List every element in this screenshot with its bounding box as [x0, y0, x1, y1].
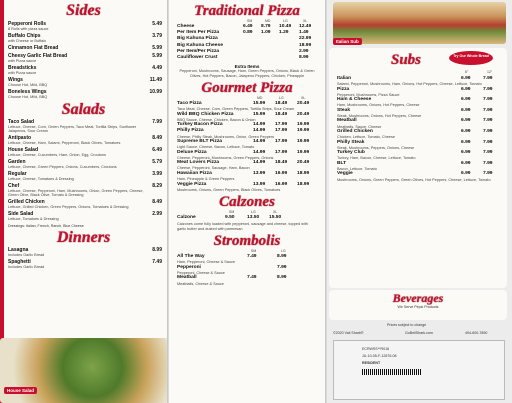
item-description: Steak, Mushrooms, Peppers, Onions, Cheese — [337, 145, 415, 150]
item-price: 10.49 — [279, 24, 292, 29]
calzone-list — [177, 215, 325, 221]
item-description: Mushrooms, Onions, Green Peppers, Green Olives, Hot Peppers, Cheese, Lettuce, Tomato — [337, 177, 491, 182]
gourmet-pizza-item — [177, 112, 325, 118]
item-price: 5.49 — [152, 21, 162, 27]
sub-item — [337, 97, 505, 103]
item-price: 5.79 — [152, 159, 162, 165]
item-name: All The Way — [177, 254, 205, 260]
item-description: with Pizza sauce — [8, 58, 37, 63]
salad-item — [8, 148, 165, 157]
size-header: LG — [283, 19, 288, 23]
item-price: 7.99 — [483, 139, 493, 145]
item-name: Wings — [8, 76, 23, 83]
copyright-text: ©2020 Vail Shark® — [333, 331, 364, 335]
size-header: LG — [281, 249, 286, 254]
salad-item — [8, 212, 165, 221]
sub-item — [337, 171, 505, 177]
salad-item — [8, 160, 165, 169]
sides-heading: Sides — [66, 2, 101, 19]
item-price: 17.99 — [275, 128, 288, 134]
gourmet-pizza-heading: Gourmet Pizza — [201, 80, 293, 97]
item-description: Taco Meat, Cheese, Corn, Green Peppers, Tortilla Strips, Sour Cream — [177, 107, 295, 112]
item-name: Hawaiian Pizza — [177, 170, 212, 176]
item-price: 22.99 — [299, 36, 312, 42]
item-price: 13.99 — [253, 170, 266, 176]
item-name: Wild BBQ Chicken Pizza — [177, 111, 234, 117]
calzone-item — [177, 215, 325, 221]
size-header: XL — [303, 19, 308, 23]
item-price: 7.99 — [483, 150, 493, 156]
salad-item — [8, 172, 165, 181]
item-description: Salami, Pepperoni, Mushrooms, Ham, Onions, Hot Peppers, Cheese, Lettuce, Tomato — [337, 82, 482, 87]
sub-item — [337, 108, 505, 114]
item-price: 8.79 — [261, 24, 271, 29]
item-name: Meatball — [337, 118, 357, 124]
size-header: SM — [251, 249, 257, 254]
item-price: 14.99 — [253, 122, 266, 128]
item-price: 2.99 — [299, 48, 309, 54]
item-price: 18.99 — [299, 42, 312, 48]
gourmet-pizza-item — [177, 128, 325, 134]
item-price: 18.49 — [275, 111, 288, 117]
item-name: Cheese — [177, 24, 195, 29]
item-price: 7.49 — [247, 254, 257, 260]
item-price: 6.99 — [461, 97, 471, 103]
item-name: Antipasto — [8, 135, 32, 141]
side-item — [8, 34, 165, 43]
item-name: Per Item Per Pizza — [177, 30, 220, 36]
item-description: Meatballs, Cheese & Sauce — [177, 281, 224, 286]
item-price: 5.99 — [152, 45, 162, 51]
sub-item — [337, 161, 505, 167]
size-header: SM — [247, 19, 253, 23]
item-price: 15.99 — [253, 111, 266, 117]
item-price: 6.99 — [461, 150, 471, 156]
item-description: Lettuce, Cheese, Cucumbers, Ham, Onion, Egg, Croutons — [8, 153, 106, 157]
subs-list — [337, 76, 505, 182]
item-price: 6.99 — [461, 76, 471, 81]
dinners-list — [0, 248, 167, 269]
item-price: 8.99 — [277, 254, 287, 260]
salad-item — [8, 120, 165, 134]
item-price: 8.29 — [152, 183, 162, 189]
item-name: Philly Steak — [337, 139, 365, 145]
item-price: 20.49 — [297, 101, 310, 107]
item-name: Pepperoni Rolls — [8, 21, 47, 27]
item-price: 6.49 — [243, 24, 253, 29]
item-description: Cheese, Pepperoni, Mushrooms, Green Peppers, Onions — [177, 155, 274, 160]
extra-items-heading: Extra Items — [234, 64, 260, 70]
menu-panel-sides-salads — [0, 0, 168, 403]
item-price: 7.99 — [483, 171, 493, 177]
item-price: 8.49 — [152, 135, 162, 141]
item-price: 9.50 — [225, 215, 235, 221]
house-salad-tag: House Salad — [4, 387, 37, 394]
traditional-pizza-list — [177, 24, 325, 61]
side-item — [8, 46, 165, 51]
beverages-note: We Serve Pepsi Products — [397, 305, 439, 309]
side-item — [8, 54, 165, 63]
item-description: Lettuce, Cheese, Corn, Green Peppers, Taco Meat, Tortilla Strips, Sunflower Jalapenos, Sour Cream — [8, 124, 137, 133]
item-price: 6.99 — [461, 107, 471, 113]
item-name: Veggie — [337, 171, 353, 177]
sub-item — [337, 87, 505, 93]
item-name: Buffalo Chips — [8, 33, 41, 39]
item-description: BBQ Sauce, Cheese, Chicken, Bacon & Onion — [177, 117, 256, 122]
item-price: 6.99 — [461, 118, 471, 124]
item-price: 7.99 — [483, 160, 493, 166]
item-price: 17.99 — [275, 149, 288, 155]
item-price: 6.99 — [461, 86, 471, 92]
item-name: Lasagna — [8, 247, 29, 254]
item-price: 6.99 — [461, 129, 471, 135]
item-price: 7.99 — [483, 86, 493, 92]
item-price: 7.99 — [483, 129, 493, 135]
calzones-heading: Calzones — [219, 194, 275, 211]
sub-item — [337, 118, 505, 124]
item-price: 11.49 — [149, 76, 162, 83]
item-price: 8.99 — [152, 247, 162, 254]
item-name: Big Kahuna Pizza — [177, 36, 218, 42]
item-price: 19.99 — [297, 149, 310, 155]
item-price: 14.99 — [253, 160, 266, 166]
item-price: 14.99 — [253, 128, 266, 134]
item-name: Chef — [8, 183, 20, 189]
item-name: Pepperoni — [177, 264, 201, 270]
stromboli-item — [177, 265, 325, 271]
size-header: 6" — [465, 70, 469, 74]
menu-panel-pizza — [169, 0, 326, 403]
beverages-card — [329, 290, 507, 320]
strombolis-heading: Strombolis — [213, 233, 281, 250]
item-price: 7.99 — [483, 118, 493, 124]
item-name: BLT — [337, 160, 347, 166]
item-price: 1.09 — [261, 30, 271, 36]
item-name: Grilled Chicken — [8, 199, 45, 206]
subs-size-headers — [337, 70, 507, 75]
salad-item — [8, 184, 165, 198]
item-price: 14.99 — [253, 149, 266, 155]
item-price: 17.99 — [275, 139, 288, 145]
item-description: Lettuce, Cheese, Ham, Salami, Pepperoni, Black Olives, Tomatoes — [8, 141, 121, 145]
item-description: Cheese, Pepperoni, Sausage, Ham, Bacon — [177, 166, 250, 171]
item-price: 2.99 — [152, 211, 162, 218]
beverages-heading: Beverages — [392, 291, 444, 305]
item-description: with Cheese or Buffalo — [8, 39, 47, 43]
item-name: Veggie Pizza — [177, 181, 207, 187]
item-price: 7.99 — [483, 76, 493, 81]
item-description: Turkey, Ham, Bacon, Cheese, Lettuce, Tomato — [337, 156, 416, 161]
phone-number: 494-600-7890 — [465, 331, 488, 335]
item-price: 16.99 — [275, 181, 288, 187]
prices-note: Prices subject to change — [387, 323, 427, 327]
gourmet-pizza-item — [177, 139, 325, 145]
item-description: with Pizza sauce — [8, 70, 37, 75]
item-price: 7.99 — [277, 264, 287, 270]
item-price: 0.89 — [243, 30, 253, 36]
item-price: 8.49 — [152, 199, 162, 206]
item-name: Breadsticks — [8, 64, 37, 71]
size-header: MD — [265, 19, 271, 23]
item-price: 3.79 — [152, 33, 162, 39]
item-price: 18.99 — [297, 181, 310, 187]
item-price: 3.99 — [152, 171, 162, 177]
size-header: LG — [279, 96, 284, 101]
item-name: Grilled Chicken — [337, 129, 373, 135]
item-description: Bacon, Lettuce, Tomato — [337, 167, 377, 172]
item-name: Cinnamon Flat Bread — [8, 45, 59, 51]
side-item — [8, 78, 165, 87]
item-price: 13.50 — [247, 215, 260, 221]
salads-list — [0, 120, 167, 222]
item-name: Turkey Bacon Pizza — [177, 122, 223, 128]
item-name: Taco Salad — [8, 118, 35, 125]
item-name: Meatball — [177, 275, 197, 281]
sub-item — [337, 150, 505, 156]
item-price: 1.29 — [279, 30, 289, 36]
item-description: Pepperoni, Mushrooms, Pizza Sauce — [337, 92, 400, 97]
dinner-item — [8, 260, 165, 269]
traditional-pizza-heading: Traditional Pizza — [194, 3, 300, 19]
calzone-description: Calzones come fully loaded with pepperoni, sausage and cheese, topped with garlic butter and dusted with parmesan — [177, 222, 308, 231]
sub-item — [337, 129, 505, 135]
item-name: Steak — [337, 107, 351, 113]
item-description: Pepperoni, Cheese & Sauce — [177, 270, 225, 275]
item-name: House Salad — [8, 147, 39, 153]
item-price: 18.49 — [275, 101, 288, 107]
item-description: Choose Hot, Mild, BBQ — [8, 82, 48, 87]
item-description: Lettuce, Cheese, Tomatoes & Dressing — [8, 177, 74, 181]
item-price: 19.99 — [297, 122, 310, 128]
item-description: Lettuce, Grilled Chicken, Green Peppers, Onions, Tomatoes & Dressing — [8, 205, 129, 210]
salad-item — [8, 200, 165, 209]
dinners-heading: Dinners — [56, 229, 111, 247]
item-price: 7.99 — [483, 107, 493, 113]
item-description: Mushrooms, Onions, Green Peppers, Black Olives, Tomatoes — [177, 187, 281, 192]
item-description: Ham, Mushrooms, Onions, Hot Peppers, Cheese — [337, 103, 420, 108]
item-price: 5.99 — [152, 52, 162, 59]
item-name: Meat Lovers Pizza — [177, 160, 220, 166]
item-name: Italian — [337, 76, 352, 81]
item-price: 4.49 — [152, 64, 162, 71]
item-price: 10.99 — [149, 88, 162, 95]
mail-code: ECRWSS**R016 — [362, 347, 390, 351]
mail-resident: RESIDENT — [362, 361, 381, 365]
size-header: MD — [257, 96, 263, 101]
item-name: Ham & Cheese — [337, 97, 372, 103]
size-header: XL — [273, 210, 278, 215]
gourmet-pizza-item — [177, 101, 325, 107]
size-header: 12" — [487, 70, 493, 74]
item-description: Steak, Mushrooms, Onions, Hot Peppers, Cheese — [337, 114, 422, 119]
item-price: 18.99 — [297, 170, 310, 176]
item-price: 19.99 — [297, 128, 310, 134]
item-price: 6.99 — [461, 139, 471, 145]
item-description: Cheese, Philly Steak, Mushrooms, Onion, Green Peppers — [177, 134, 275, 139]
item-price: 7.49 — [247, 275, 257, 281]
item-price: 7.99 — [483, 97, 493, 103]
item-name: Big Kahuna Cheese — [177, 42, 223, 48]
gourmet-pizza-item — [177, 171, 325, 177]
dinner-item — [8, 248, 165, 257]
item-name: Calzone — [177, 215, 196, 221]
subs-card — [329, 48, 507, 288]
mailing-label — [333, 340, 505, 400]
item-name: Cheesy Garlic Flat Bread — [8, 52, 68, 59]
item-description: Chicken, Lettuce, Tomato, Cheese — [337, 135, 395, 140]
gourmet-pizza-item — [177, 182, 325, 188]
sub-item — [337, 140, 505, 146]
item-description: Meatballs, Sauce, Cheese — [337, 124, 382, 129]
item-description: Ham, Pineapple & Green Peppers — [177, 177, 235, 182]
item-name: Per Item/Per Pizza — [177, 48, 220, 54]
item-name: Spaghetti — [8, 259, 31, 266]
size-header: SM — [229, 210, 235, 215]
sides-list — [0, 22, 167, 99]
item-description: Ham, Pepperoni, Cheese & Sauce — [177, 260, 236, 265]
item-name: Regular — [8, 171, 27, 177]
item-description: Light Sauce, Cheese, Bacon, Lettuce, Tomato — [177, 145, 255, 150]
gourmet-pizza-list — [177, 101, 325, 192]
gourmet-pizza-item — [177, 150, 325, 156]
size-header: XL — [301, 96, 306, 101]
item-price: 15.50 — [269, 215, 282, 221]
item-price: 15.99 — [253, 101, 266, 107]
item-price: 18.49 — [275, 160, 288, 166]
item-description: Lettuce, Cheese, Green Peppers, Onions, Cucumbers, Croutons — [8, 165, 117, 169]
salad-item — [8, 136, 165, 145]
item-name: Supreme BLT Pizza — [177, 139, 223, 145]
item-description: Includes Garlic Bread — [8, 265, 45, 270]
item-name: Turkey Club — [337, 150, 365, 156]
item-name: Garden — [8, 159, 26, 165]
side-item — [8, 90, 165, 99]
item-description: Includes Garlic Bread — [8, 253, 45, 258]
item-price: 6.99 — [461, 171, 471, 177]
item-name: Deluxe Pizza — [177, 149, 207, 155]
sub-item — [337, 76, 505, 82]
item-name: Taco Pizza — [177, 101, 202, 107]
try-bread-badge: Try Our Whole Bread — [449, 51, 493, 65]
item-name: Boneless Wings — [8, 88, 47, 95]
menu-panel-subs — [327, 0, 512, 403]
traditional-pizza-item — [177, 55, 325, 61]
item-price: 20.49 — [297, 111, 310, 117]
size-header: LG — [251, 210, 256, 215]
item-price: 12.49 — [299, 24, 312, 29]
item-description: 8 Rolls with pizza sauce — [8, 27, 49, 31]
gourmet-pizza-item — [177, 160, 325, 166]
extra-items-list: Pepperoni, Mushrooms, Sausage, Ham, Green Peppers, Onions, Black & Green Olives, Hot Peppers, Bacon, Jalapeno Peppers, Chicken, Pineapple — [179, 69, 315, 78]
item-description: Lettuce, Tomatoes & Dressing — [8, 217, 59, 222]
item-price: 8.99 — [299, 55, 309, 61]
dressing-note: Dressings: Italian, French, Ranch, Blue Cheese — [8, 224, 84, 229]
item-price: 1.49 — [299, 30, 309, 36]
stromboli-item — [177, 275, 325, 281]
item-price: 7.49 — [152, 259, 162, 266]
mail-line2: JU-10-05-F-12876-08 — [362, 354, 397, 358]
item-description: Choose Hot, Mild, BBQ — [8, 94, 48, 99]
website-link[interactable]: GoBellShark.com — [405, 331, 433, 335]
subs-heading: Subs — [391, 52, 422, 68]
italian-sub-tag: Italian Sub — [333, 38, 362, 45]
item-price: 16.99 — [275, 170, 288, 176]
item-price: 6.99 — [461, 160, 471, 166]
side-item — [8, 66, 165, 75]
item-price: 7.99 — [152, 118, 162, 125]
item-price: 17.99 — [275, 122, 288, 128]
item-name: Side Salad — [8, 211, 34, 218]
item-name: Philly Pizza — [177, 128, 204, 134]
stromboli-list — [177, 254, 325, 286]
barcode — [362, 369, 422, 375]
side-item — [8, 22, 165, 31]
item-price: 19.99 — [297, 139, 310, 145]
salads-heading: Salads — [61, 100, 106, 118]
item-price: 13.99 — [253, 181, 266, 187]
item-name: Pizza — [337, 86, 350, 92]
item-description: Lettuce, Cheese, Pepperoni, Ham, Mushrooms, Onion, Green Peppers, Cheese, Green Olive, Black Olive, Tomato & Dressing — [8, 189, 144, 198]
item-price: 6.49 — [152, 147, 162, 153]
stromboli-item — [177, 254, 325, 260]
item-name: Cauliflower Crust — [177, 55, 218, 61]
item-price: 20.49 — [297, 160, 310, 166]
item-price: 8.99 — [277, 275, 287, 281]
item-price: 14.99 — [253, 139, 266, 145]
